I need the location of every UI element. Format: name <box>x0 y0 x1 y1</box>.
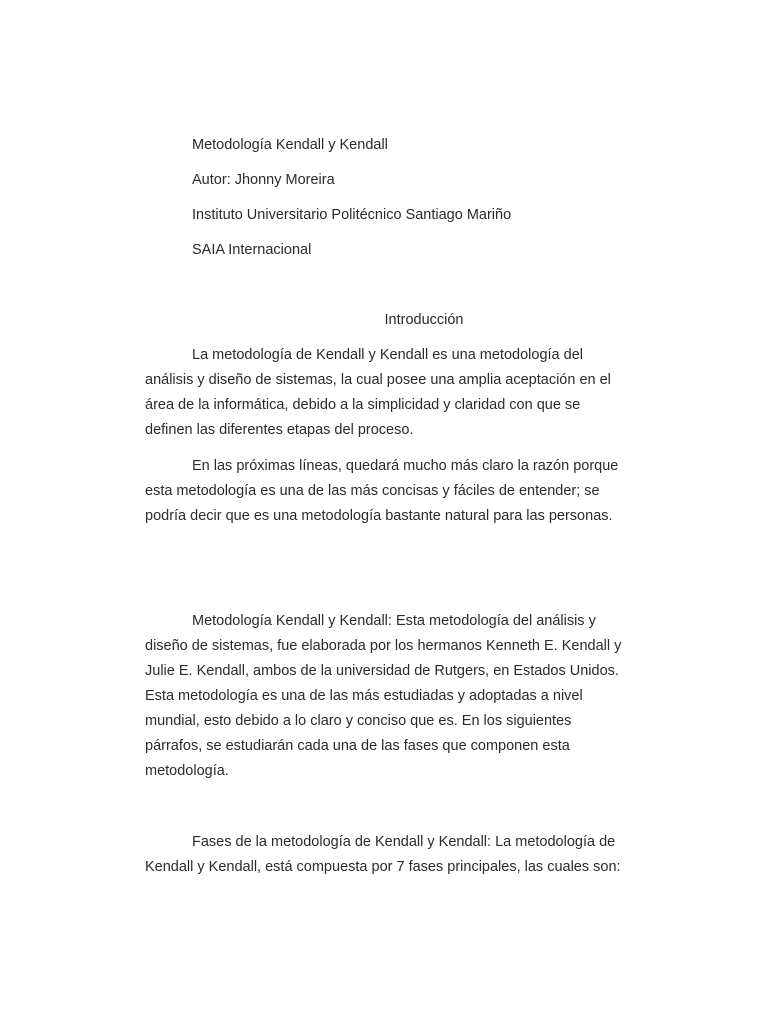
paragraph-line: Esta metodología es una de las más estudiadas y adoptadas a nivel <box>145 688 583 704</box>
institution-line: Instituto Universitario Politécnico Santiago Mariño <box>192 207 512 223</box>
paragraph-line: Julie E. Kendall, ambos de la universidad de Rutgers, en Estados Unidos. <box>145 663 619 679</box>
paragraph-line: área de la informática, debido a la simplicidad y claridad con que se <box>145 397 581 413</box>
paragraph-line: Kendall y Kendall, está compuesta por 7 fases principales, las cuales son: <box>145 859 621 875</box>
paragraph-line: análisis y diseño de sistemas, la cual posee una amplia aceptación en el <box>145 372 611 388</box>
paragraph-line: definen las diferentes etapas del proceso. <box>145 422 414 438</box>
intro-paragraph-1 <box>145 343 675 443</box>
introduction-heading: Introducción <box>384 312 464 328</box>
paragraph-line: diseño de sistemas, fue elaborada por los hermanos Kenneth E. Kendall y <box>145 638 622 654</box>
document-title: Metodología Kendall y Kendall <box>192 137 388 153</box>
paragraph-line: párrafos, se estudiarán cada una de las fases que componen esta <box>145 738 570 754</box>
paragraph-line: mundial, esto debido a lo claro y conciso que es. En los siguientes <box>145 713 572 729</box>
organization-line: SAIA Internacional <box>192 242 312 258</box>
paragraph-line: La metodología de Kendall y Kendall es una metodología del <box>192 347 583 363</box>
author-line: Autor: Jhonny Moreira <box>192 172 335 188</box>
paragraph-line: Metodología Kendall y Kendall: Esta metodología del análisis y <box>192 613 596 629</box>
paragraph-line: podría decir que es una metodología bastante natural para las personas. <box>145 508 613 524</box>
intro-paragraph-2 <box>145 454 675 529</box>
paragraph-line: metodología. <box>145 763 229 779</box>
paragraph-line: Fases de la metodología de Kendall y Kendall: La metodología de <box>192 834 616 850</box>
body-paragraph-1 <box>145 609 675 784</box>
paragraph-line: En las próximas líneas, quedará mucho más claro la razón porque <box>192 458 619 474</box>
paragraph-line: esta metodología es una de las más concisas y fáciles de entender; se <box>145 483 600 499</box>
body-paragraph-2 <box>145 830 675 880</box>
